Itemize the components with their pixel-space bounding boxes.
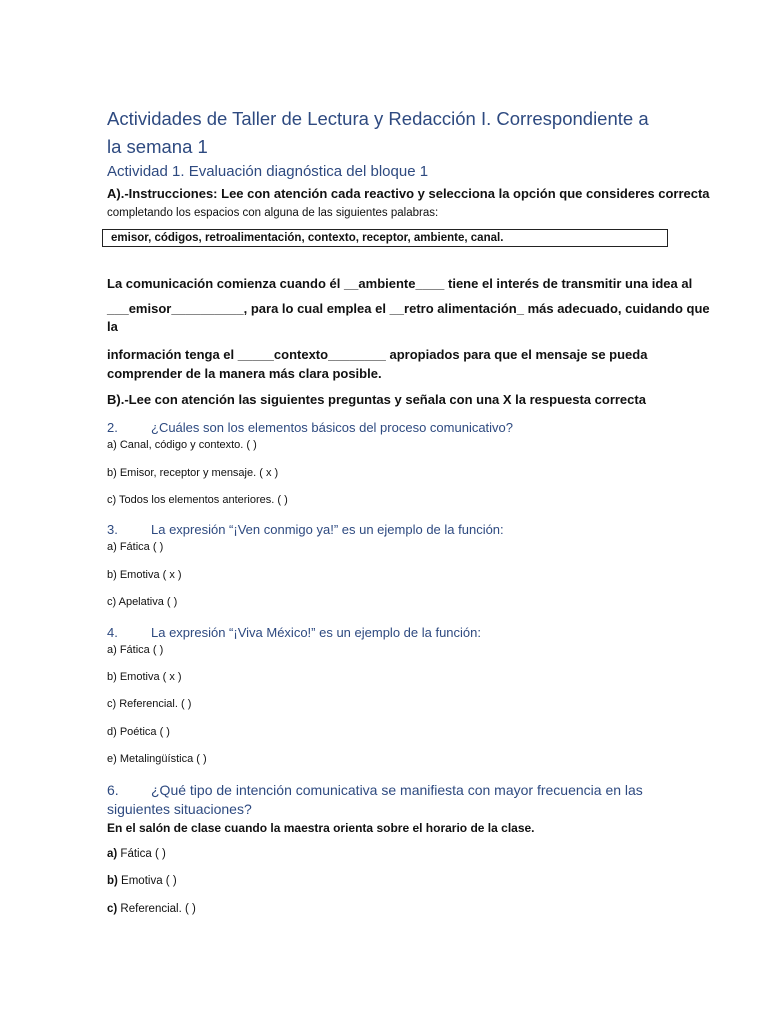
option-item: a) Fática ( ) (107, 644, 164, 656)
question-text: La expresión “¡Ven conmigo ya!” es un ejemplo de la función: (151, 522, 504, 537)
option-text: Referencial. ( ) (117, 903, 196, 915)
option-item: b) Emotiva ( x ) (107, 569, 182, 581)
instruction-b: B).-Lee con atención las siguientes preguntas y señala con una X la respuesta correcta (107, 392, 646, 407)
question-number: 4. (107, 625, 118, 640)
paragraph-line-5: comprender de la manera más clara posible. (107, 366, 382, 381)
option-item (107, 848, 166, 860)
option-item: c) Referencial. ( ) (107, 698, 192, 710)
option-item: d) Poética ( ) (107, 726, 170, 738)
option-item: e) Metalingüística ( ) (107, 753, 207, 765)
question-number: 2. (107, 420, 118, 435)
question-6-number: 6. (107, 782, 119, 798)
paragraph-line-4: información tenga el _____contexto________ apropiados para que el mensaje se pueda (107, 347, 648, 362)
option-item: c) Todos los elementos anteriores. ( ) (107, 494, 288, 506)
activity-subtitle: Actividad 1. Evaluación diagnóstica del bloque 1 (107, 163, 429, 180)
option-item: a) Canal, código y contexto. ( ) (107, 439, 257, 451)
option-item: c) Apelativa ( ) (107, 596, 178, 608)
option-letter: b) (107, 875, 118, 887)
option-item: b) Emotiva ( x ) (107, 671, 182, 683)
paragraph-line-1: La comunicación comienza cuando él __ambiente____ tiene el interés de transmitir una idea al (107, 276, 693, 291)
instruction-a-label: A).-Instrucciones: (107, 186, 218, 201)
question-6 (107, 781, 647, 819)
question-6-text: ¿Qué tipo de intención comunicativa se manifiesta con mayor frecuencia en las siguientes situaciones? (107, 782, 643, 817)
instruction-a-line2: completando los espacios con alguna de las siguientes palabras: (107, 207, 439, 219)
paragraph-line-3: la (107, 319, 118, 334)
question-6-situation: En el salón de clase cuando la maestra orienta sobre el horario de la clase. (107, 821, 535, 835)
question-text: La expresión “¡Viva México!” es un ejemplo de la función: (151, 625, 481, 640)
word-bank-box: emisor, códigos, retroalimentación, contexto, receptor, ambiente, canal. (102, 229, 668, 247)
option-item (107, 875, 177, 887)
option-text: Fática ( ) (117, 848, 166, 860)
option-item: a) Fática ( ) (107, 541, 164, 553)
option-text: Emotiva ( ) (117, 875, 177, 887)
paragraph-line-2: ___emisor__________, para lo cual emplea el __retro alimentación_ más adecuado, cuidando que (107, 301, 710, 316)
question-number: 3. (107, 522, 118, 537)
option-item: b) Emisor, receptor y mensaje. ( x ) (107, 467, 279, 479)
document-title: Actividades de Taller de Lectura y Redacción I. Correspondiente a la semana 1 (107, 108, 649, 157)
option-item (107, 903, 196, 915)
option-letter: a) (107, 848, 118, 860)
option-letter: c) (107, 903, 118, 915)
instruction-a-text: Lee con atención cada reactivo y selecciona la opción que consideres correcta (217, 186, 710, 201)
instruction-a (107, 186, 710, 201)
question-text: ¿Cuáles son los elementos básicos del proceso comunicativo? (151, 420, 514, 435)
